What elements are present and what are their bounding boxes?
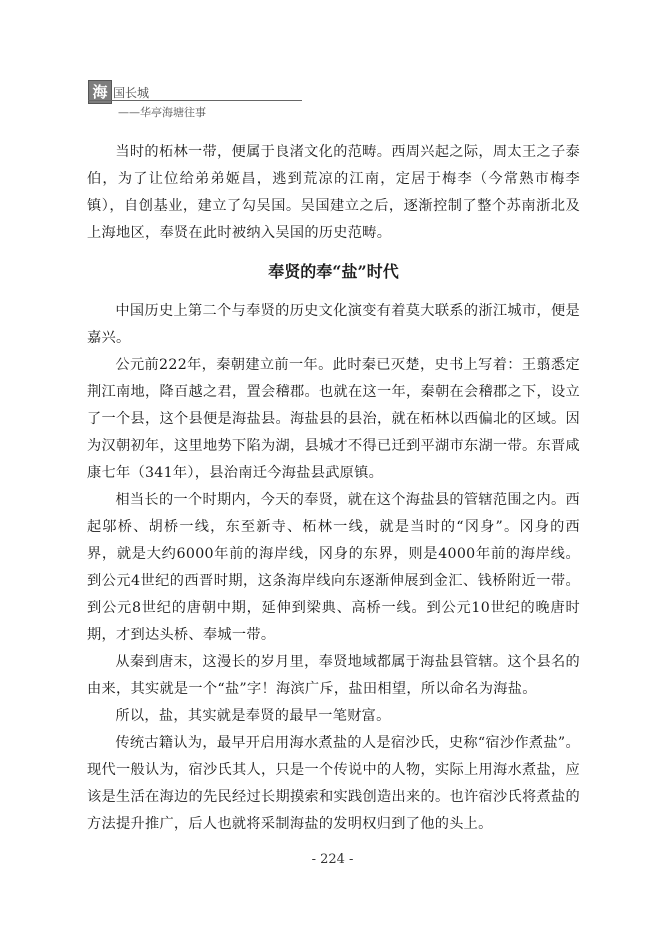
book-logo: 海: [88, 80, 112, 104]
running-header: [88, 80, 302, 120]
page-number: - 224 -: [311, 852, 354, 867]
body-paragraph: 相当长的一个时期内，今天的奉贤，就在这个海盐县的管辖范围之内。西起邬桥、胡桥一线，东至新寺、柘林一线，就是当时的“冈身”。冈身的西界，就是大约6000年前的海岸线，冈身的东界，则是4000年前的海岸线。到公元4世纪的西晋时期，这条海岸线向东逐渐伸展到金汇、钱桥附近一带。到公元8世纪的唐朝中期，延伸到梁典、高桥一线。到公元10世纪的晚唐时期，才到达头桥、奉城一带。: [87, 492, 580, 643]
page-body: [87, 139, 580, 838]
section-heading: 奉贤的奉“盐”时代: [268, 262, 399, 281]
book-title: 国长城: [113, 86, 150, 100]
body-paragraph: 传统古籍认为，最早开启用海水煮盐的人是宿沙氏，史称“宿沙作煮盐”。现代一般认为，宿沙氏其人，只是一个传说中的人物，实际上用海水煮盐，应该是生活在海边的先民经过长期摸索和实践创造出来的。也许宿沙氏将煮盐的方法提升推广，后人也就将采制海盐的发明权归到了他的头上。: [87, 735, 580, 832]
book-subtitle: ——华亭海塘往事: [118, 106, 206, 119]
body-paragraph: 中国历史上第二个与奉贤的历史文化演变有着莫大联系的浙江城市，便是嘉兴。: [87, 303, 580, 346]
header-divider: [88, 100, 302, 101]
body-paragraph: 当时的柘林一带，便属于良渚文化的范畴。西周兴起之际，周太王之子泰伯，为了让位给弟弟姬昌，逃到荒凉的江南，定居于梅李（今常熟市梅李镇），自创基业，建立了勾吴国。吴国建立之后，逐渐控制了整个苏南浙北及上海地区，奉贤在此时被纳入吴国的历史范畴。: [87, 144, 580, 241]
body-paragraph: 公元前222年，秦朝建立前一年。此时秦已灭楚，史书上写着：王翦悉定荆江南地，降百越之君，置会稽郡。也就在这一年，秦朝在会稽郡之下，设立了一个县，这个县便是海盐县。海盐县的县治，就在柘林以西偏北的区域。因为汉朝初年，这里地势下陷为湖，县城才不得已迁到平湖市东湖一带。东晋咸康七年（341年），县治南迁今海盐县武原镇。: [87, 357, 580, 481]
body-paragraph: 所以，盐，其实就是奉贤的最早一笔财富。: [115, 708, 391, 724]
body-paragraph: 从秦到唐末，这漫长的岁月里，奉贤地域都属于海盐县管辖。这个县名的由来，其实就是一个“盐”字！海滨广斥，盐田相望，所以命名为海盐。: [87, 654, 580, 697]
